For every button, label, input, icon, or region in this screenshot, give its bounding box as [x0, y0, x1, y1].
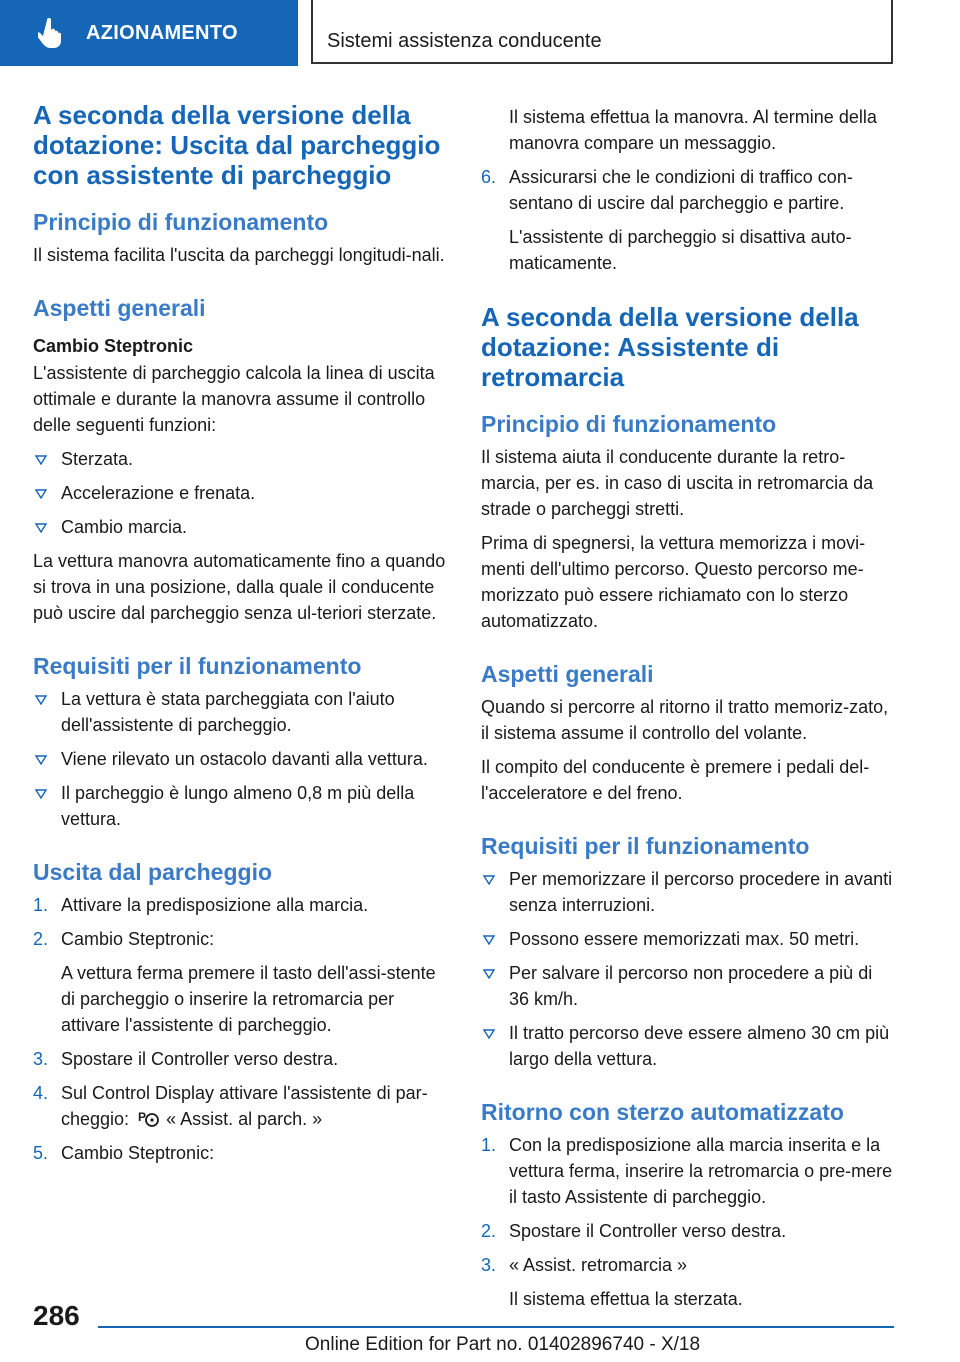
step-item: 2. Spostare il Controller verso destra.	[481, 1221, 787, 1241]
right-s3-title: Requisiti per il funzionamento	[481, 833, 810, 859]
left-main-heading: A seconda della versione della dotazione: Uscita dal parcheggio con assistente di parcheggio	[33, 100, 441, 190]
svg-text:P: P	[138, 1110, 147, 1124]
list-item: Per salvare il percorso non procedere a più di 36 km/h.	[481, 960, 895, 1012]
chapter-title: Sistemi assistenza conducente	[327, 30, 602, 52]
triangle-bullet-icon	[35, 489, 47, 499]
footer-divider	[98, 1326, 894, 1328]
step-item: 1. Attivare la predisposizione alla marcia.	[33, 895, 369, 915]
parking-assist-icon	[138, 1108, 160, 1128]
step-item: 1. Con la predisposizione alla marcia inserita e la vettura ferma, inserire la retromarcia o pre-mere il tasto Assistente di parcheggio.	[481, 1135, 893, 1207]
triangle-bullet-icon	[35, 455, 47, 465]
triangle-bullet-icon	[35, 789, 47, 799]
list-item: Accelerazione e frenata.	[33, 480, 447, 506]
triangle-bullet-icon	[483, 1029, 495, 1039]
list-item: Sterzata.	[33, 446, 447, 472]
list-item: Il parcheggio è lungo almeno 0,8 m più della vettura.	[33, 780, 447, 832]
right-continued-text: Il sistema effettua la manovra. Al termine della manovra compare un messaggio.	[509, 107, 877, 153]
step-item: 3. « Assist. retromarcia » Il sistema effettua la sterzata.	[481, 1255, 743, 1309]
right-s1-title: Principio di funzionamento	[481, 411, 777, 437]
left-s2-text: L'assistente di parcheggio calcola la linea di uscita ottimale e durante la manovra assume il controllo delle seguenti funzioni:	[33, 363, 435, 435]
left-s4-title: Uscita dal parcheggio	[33, 859, 273, 885]
left-column	[33, 100, 447, 1174]
right-s2-text2: Il compito del conducente è premere i pedali del-l'acceleratore e del freno.	[481, 757, 870, 803]
triangle-bullet-icon	[35, 695, 47, 705]
triangle-bullet-icon	[483, 935, 495, 945]
right-s4-title: Ritorno con sterzo automatizzato	[481, 1099, 844, 1125]
right-s2-title: Aspetti generali	[481, 661, 654, 687]
step-item: 6. Assicurarsi che le condizioni di traffico con-sentano di uscire dal parcheggio e partire. L'assistente di parcheggio si disattiva auto-maticamente.	[481, 167, 853, 273]
left-s2-title: Aspetti generali	[33, 295, 206, 321]
triangle-bullet-icon	[35, 523, 47, 533]
left-s1-title: Principio di funzionamento	[33, 209, 329, 235]
footer-text: Online Edition for Part no. 01402896740 - X/18	[305, 1334, 701, 1355]
hand-pointer-icon	[38, 18, 64, 48]
right-s1-text1: Il sistema aiuta il conducente durante la retro-marcia, per es. in caso di uscita in retromarcia da strade o parcheggi stretti.	[481, 447, 874, 519]
right-column	[481, 104, 895, 1320]
list-item: Per memorizzare il percorso procedere in avanti senza interruzioni.	[481, 866, 895, 918]
triangle-bullet-icon	[483, 969, 495, 979]
left-s2-subtitle: Cambio Steptronic	[33, 336, 194, 356]
list-item: Cambio marcia.	[33, 514, 447, 540]
right-main-heading: A seconda della versione della dotazione: Assistente di retromarcia	[481, 302, 859, 392]
page-header	[0, 0, 960, 66]
page-number: 286	[33, 1300, 80, 1331]
section-label: AZIONAMENTO	[86, 21, 238, 44]
list-item: Viene rilevato un ostacolo davanti alla vettura.	[33, 746, 447, 772]
step-item: 2. Cambio Steptronic: A vettura ferma premere il tasto dell'assi-stente di parcheggio o inserire la retromarcia per attivare l'assistente di parcheggio.	[33, 929, 436, 1035]
step-item: 4. Sul Control Display attivare l'assistente di par-cheggio: P « Assist. al parch. »	[33, 1083, 428, 1129]
chapter-box	[311, 0, 893, 64]
left-s1-text: Il sistema facilita l'uscita da parcheggi longitudi-nali.	[33, 245, 445, 265]
list-item: Il tratto percorso deve essere almeno 30 cm più largo della vettura.	[481, 1020, 895, 1072]
step-item: 5. Cambio Steptronic:	[33, 1143, 215, 1163]
list-item: Possono essere memorizzati max. 50 metri.	[481, 926, 895, 952]
left-s2-text2: La vettura manovra automaticamente fino a quando si trova in una posizione, dalla quale il conducente può uscire dal parcheggio senza ul-teriori sterzate.	[33, 551, 446, 623]
section-tab	[0, 0, 298, 66]
step-item: 3. Spostare il Controller verso destra.	[33, 1049, 339, 1069]
list-item: La vettura è stata parcheggiata con l'aiuto dell'assistente di parcheggio.	[33, 686, 447, 738]
triangle-bullet-icon	[483, 875, 495, 885]
triangle-bullet-icon	[35, 755, 47, 765]
left-s3-title: Requisiti per il funzionamento	[33, 653, 362, 679]
right-s1-text2: Prima di spegnersi, la vettura memorizza i movi-menti dell'ultimo percorso. Questo percorso me-morizzato può essere richiamato con lo sterzo automatizzato.	[481, 533, 866, 631]
right-s2-text1: Quando si percorre al ritorno il tratto memoriz-zato, il sistema assume il controllo del volante.	[481, 697, 889, 743]
